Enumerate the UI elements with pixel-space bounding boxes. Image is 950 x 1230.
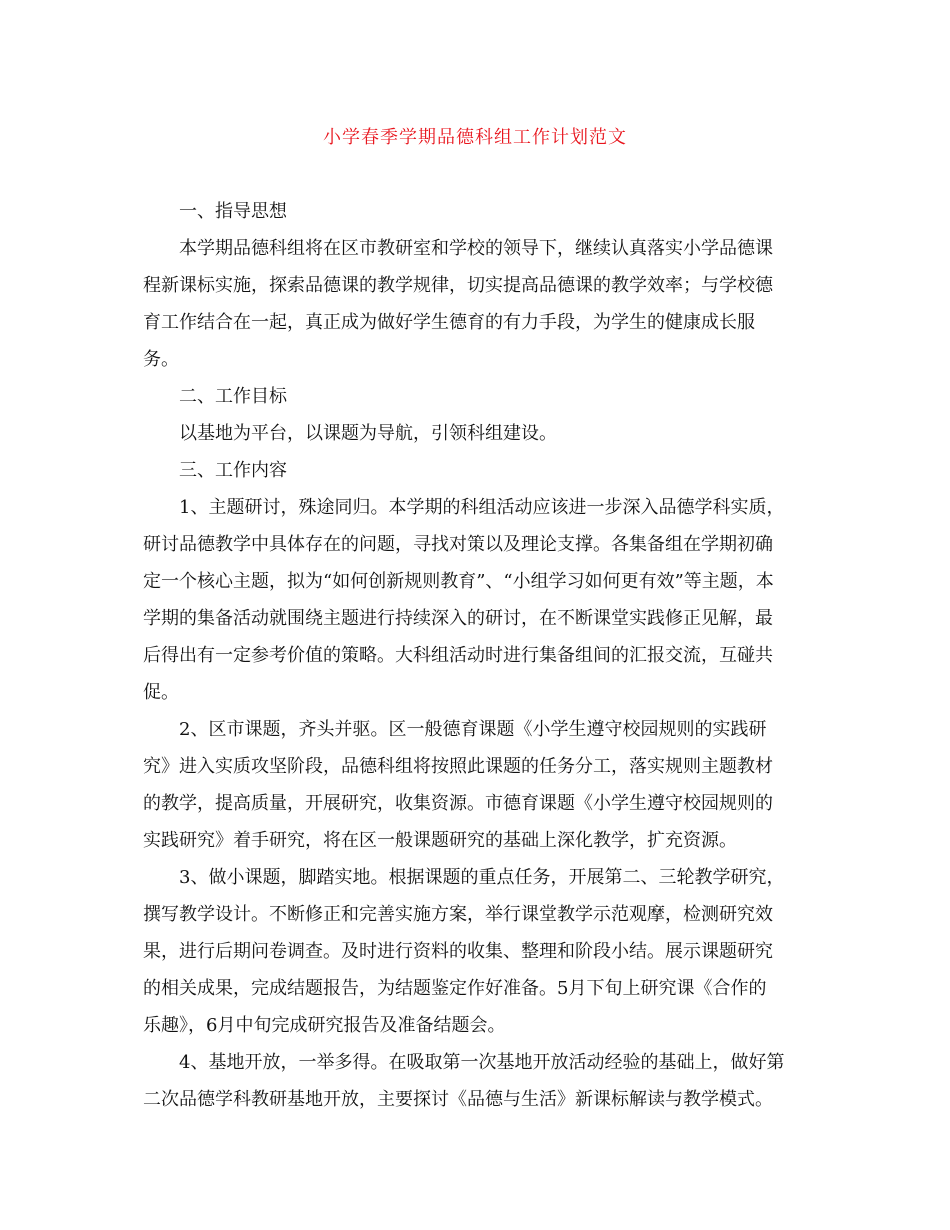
text-line: 果，进行后期问卷调查。及时进行资料的收集、整理和阶段小结。展示课题研究 (143, 941, 773, 962)
text-line: 4、基地开放，一举多得。在吸取第一次基地开放活动经验的基础上，做好第 (179, 1052, 785, 1073)
text-line: 务。 (143, 349, 179, 370)
text-line: 以基地为平台，以课题为导航，引领科组建设。 (179, 423, 557, 444)
text-line: 究》进入实质攻坚阶段，品德科组将按照此课题的任务分工，落实规则主题教材 (143, 756, 773, 777)
text-line: 本学期品德科组将在区市教研室和学校的领导下，继续认真落实小学品德课 (179, 238, 773, 259)
document-body (143, 193, 811, 1118)
text-line: 乐趣》，6月中旬完成研究报告及准备结题会。 (143, 1015, 506, 1036)
text-line: 三、工作内容 (179, 460, 287, 481)
text-line: 定一个核心主题，拟为“如何创新规则教育”、“小组学习如何更有效”等主题，本 (143, 571, 774, 592)
text-line: 一、指导思想 (179, 201, 287, 222)
text-line: 的教学，提高质量，开展研究，收集资源。市德育课题《小学生遵守校园规则的 (143, 793, 773, 814)
text-line: 2、区市课题，齐头并驱。区一般德育课题《小学生遵守校园规则的实践研 (179, 719, 767, 740)
text-line: 的相关成果，完成结题报告，为结题鉴定作好准备。5月下旬上研究课《合作的 (143, 978, 767, 999)
text-line: 实践研究》着手研究，将在区一般课题研究的基础上深化教学，扩充资源。 (143, 830, 737, 851)
text-line: 育工作结合在一起，真正成为做好学生德育的有力手段，为学生的健康成长服 (143, 312, 755, 333)
text-line: 3、做小课题，脚踏实地。根据课题的重点任务，开展第二、三轮教学研究， (179, 867, 785, 888)
text-line: 研讨品德教学中具体存在的问题，寻找对策以及理论支撑。各集备组在学期初确 (143, 534, 773, 555)
text-line: 促。 (143, 682, 179, 703)
document-title: 小学春季学期品德科组工作计划范文 (323, 127, 627, 148)
text-line: 撰写教学设计。不断修正和完善实施方案，举行课堂教学示范观摩，检测研究效 (143, 904, 773, 925)
text-line: 1、主题研讨，殊途同归。本学期的科组活动应该进一步深入品德学科实质， (179, 497, 785, 518)
text-line: 后得出有一定参考价值的策略。大科组活动时进行集备组间的汇报交流，互碰共 (143, 645, 773, 666)
text-line: 程新课标实施，探索品德课的教学规律，切实提高品德课的教学效率；与学校德 (143, 275, 773, 296)
text-line: 二、工作目标 (179, 386, 287, 407)
text-line: 学期的集备活动就围绕主题进行持续深入的研讨，在不断课堂实践修正见解，最 (143, 608, 773, 629)
text-line: 二次品德学科教研基地开放，主要探讨《品德与生活》新课标解读与教学模式。 (143, 1089, 773, 1110)
